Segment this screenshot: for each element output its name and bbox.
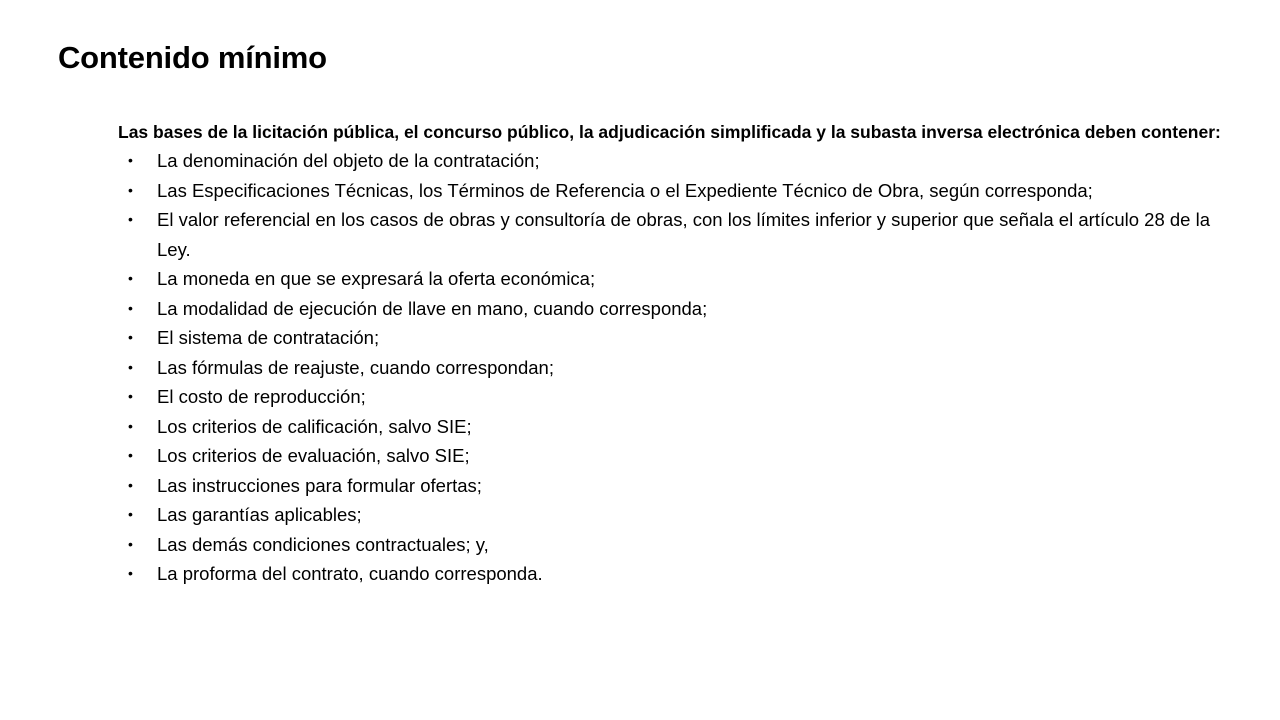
list-item-text: La moneda en que se expresará la oferta económica;	[157, 268, 596, 289]
list-item	[118, 323, 1228, 353]
list-item-text: Las fórmulas de reajuste, cuando correspondan;	[157, 356, 554, 378]
list-item-text: Los criterios de calificación, salvo SIE;	[157, 415, 472, 437]
list-item-text: Los criterios de evaluación, salvo SIE;	[157, 445, 470, 466]
bullet-icon: •	[128, 417, 133, 434]
list-item	[118, 294, 1228, 324]
bullet-list	[118, 146, 1228, 589]
list-item	[118, 353, 1228, 383]
list-item-text: El valor referencial en los casos de obras y consultoría de obras, con los límites inferior y superior que señala el artículo 28 de la Ley.	[157, 209, 1210, 260]
bullet-icon: •	[128, 535, 133, 552]
list-item-text: La denominación del objeto de la contratación;	[157, 150, 540, 171]
list-item-text: Las Especificaciones Técnicas, los Términos de Referencia o el Expediente Técnico de Obra, según corresponda;	[157, 179, 1093, 201]
list-item-text: Las instrucciones para formular ofertas;	[157, 474, 482, 496]
slide-title: Contenido mínimo	[58, 40, 327, 75]
list-item	[118, 500, 1228, 530]
list-item-text: Las demás condiciones contractuales; y,	[157, 533, 489, 555]
list-item	[118, 559, 1228, 589]
list-item	[118, 146, 1228, 176]
list-item-text: El sistema de contratación;	[157, 327, 380, 348]
bullet-icon: •	[128, 152, 133, 168]
bullet-icon: •	[128, 329, 133, 345]
list-item	[118, 412, 1228, 442]
bullet-icon: •	[128, 506, 133, 522]
list-item-text: El costo de reproducción;	[157, 386, 366, 407]
slide-content	[118, 118, 1228, 589]
bullet-icon: •	[128, 299, 133, 316]
list-item	[118, 176, 1228, 206]
list-item-text: Las garantías aplicables;	[157, 504, 362, 525]
list-item	[118, 205, 1228, 264]
bullet-icon: •	[128, 211, 133, 227]
bullet-icon: •	[128, 270, 133, 286]
list-item-text: La modalidad de ejecución de llave en mano, cuando corresponda;	[157, 297, 708, 319]
bullet-icon: •	[128, 476, 133, 493]
bullet-icon: •	[128, 565, 133, 581]
bullet-icon: •	[128, 358, 133, 375]
intro-text: Las bases de la licitación pública, el concurso público, la adjudicación simplificada y la subasta inversa electrónica deben contener:	[118, 122, 1221, 142]
bullet-icon: •	[128, 181, 133, 198]
list-item	[118, 471, 1228, 501]
bullet-icon: •	[128, 447, 133, 463]
list-item	[118, 441, 1228, 471]
bullet-icon: •	[128, 388, 133, 404]
list-item	[118, 530, 1228, 560]
list-item	[118, 264, 1228, 294]
list-item	[118, 382, 1228, 412]
list-item-text: La proforma del contrato, cuando corresponda.	[157, 563, 543, 584]
